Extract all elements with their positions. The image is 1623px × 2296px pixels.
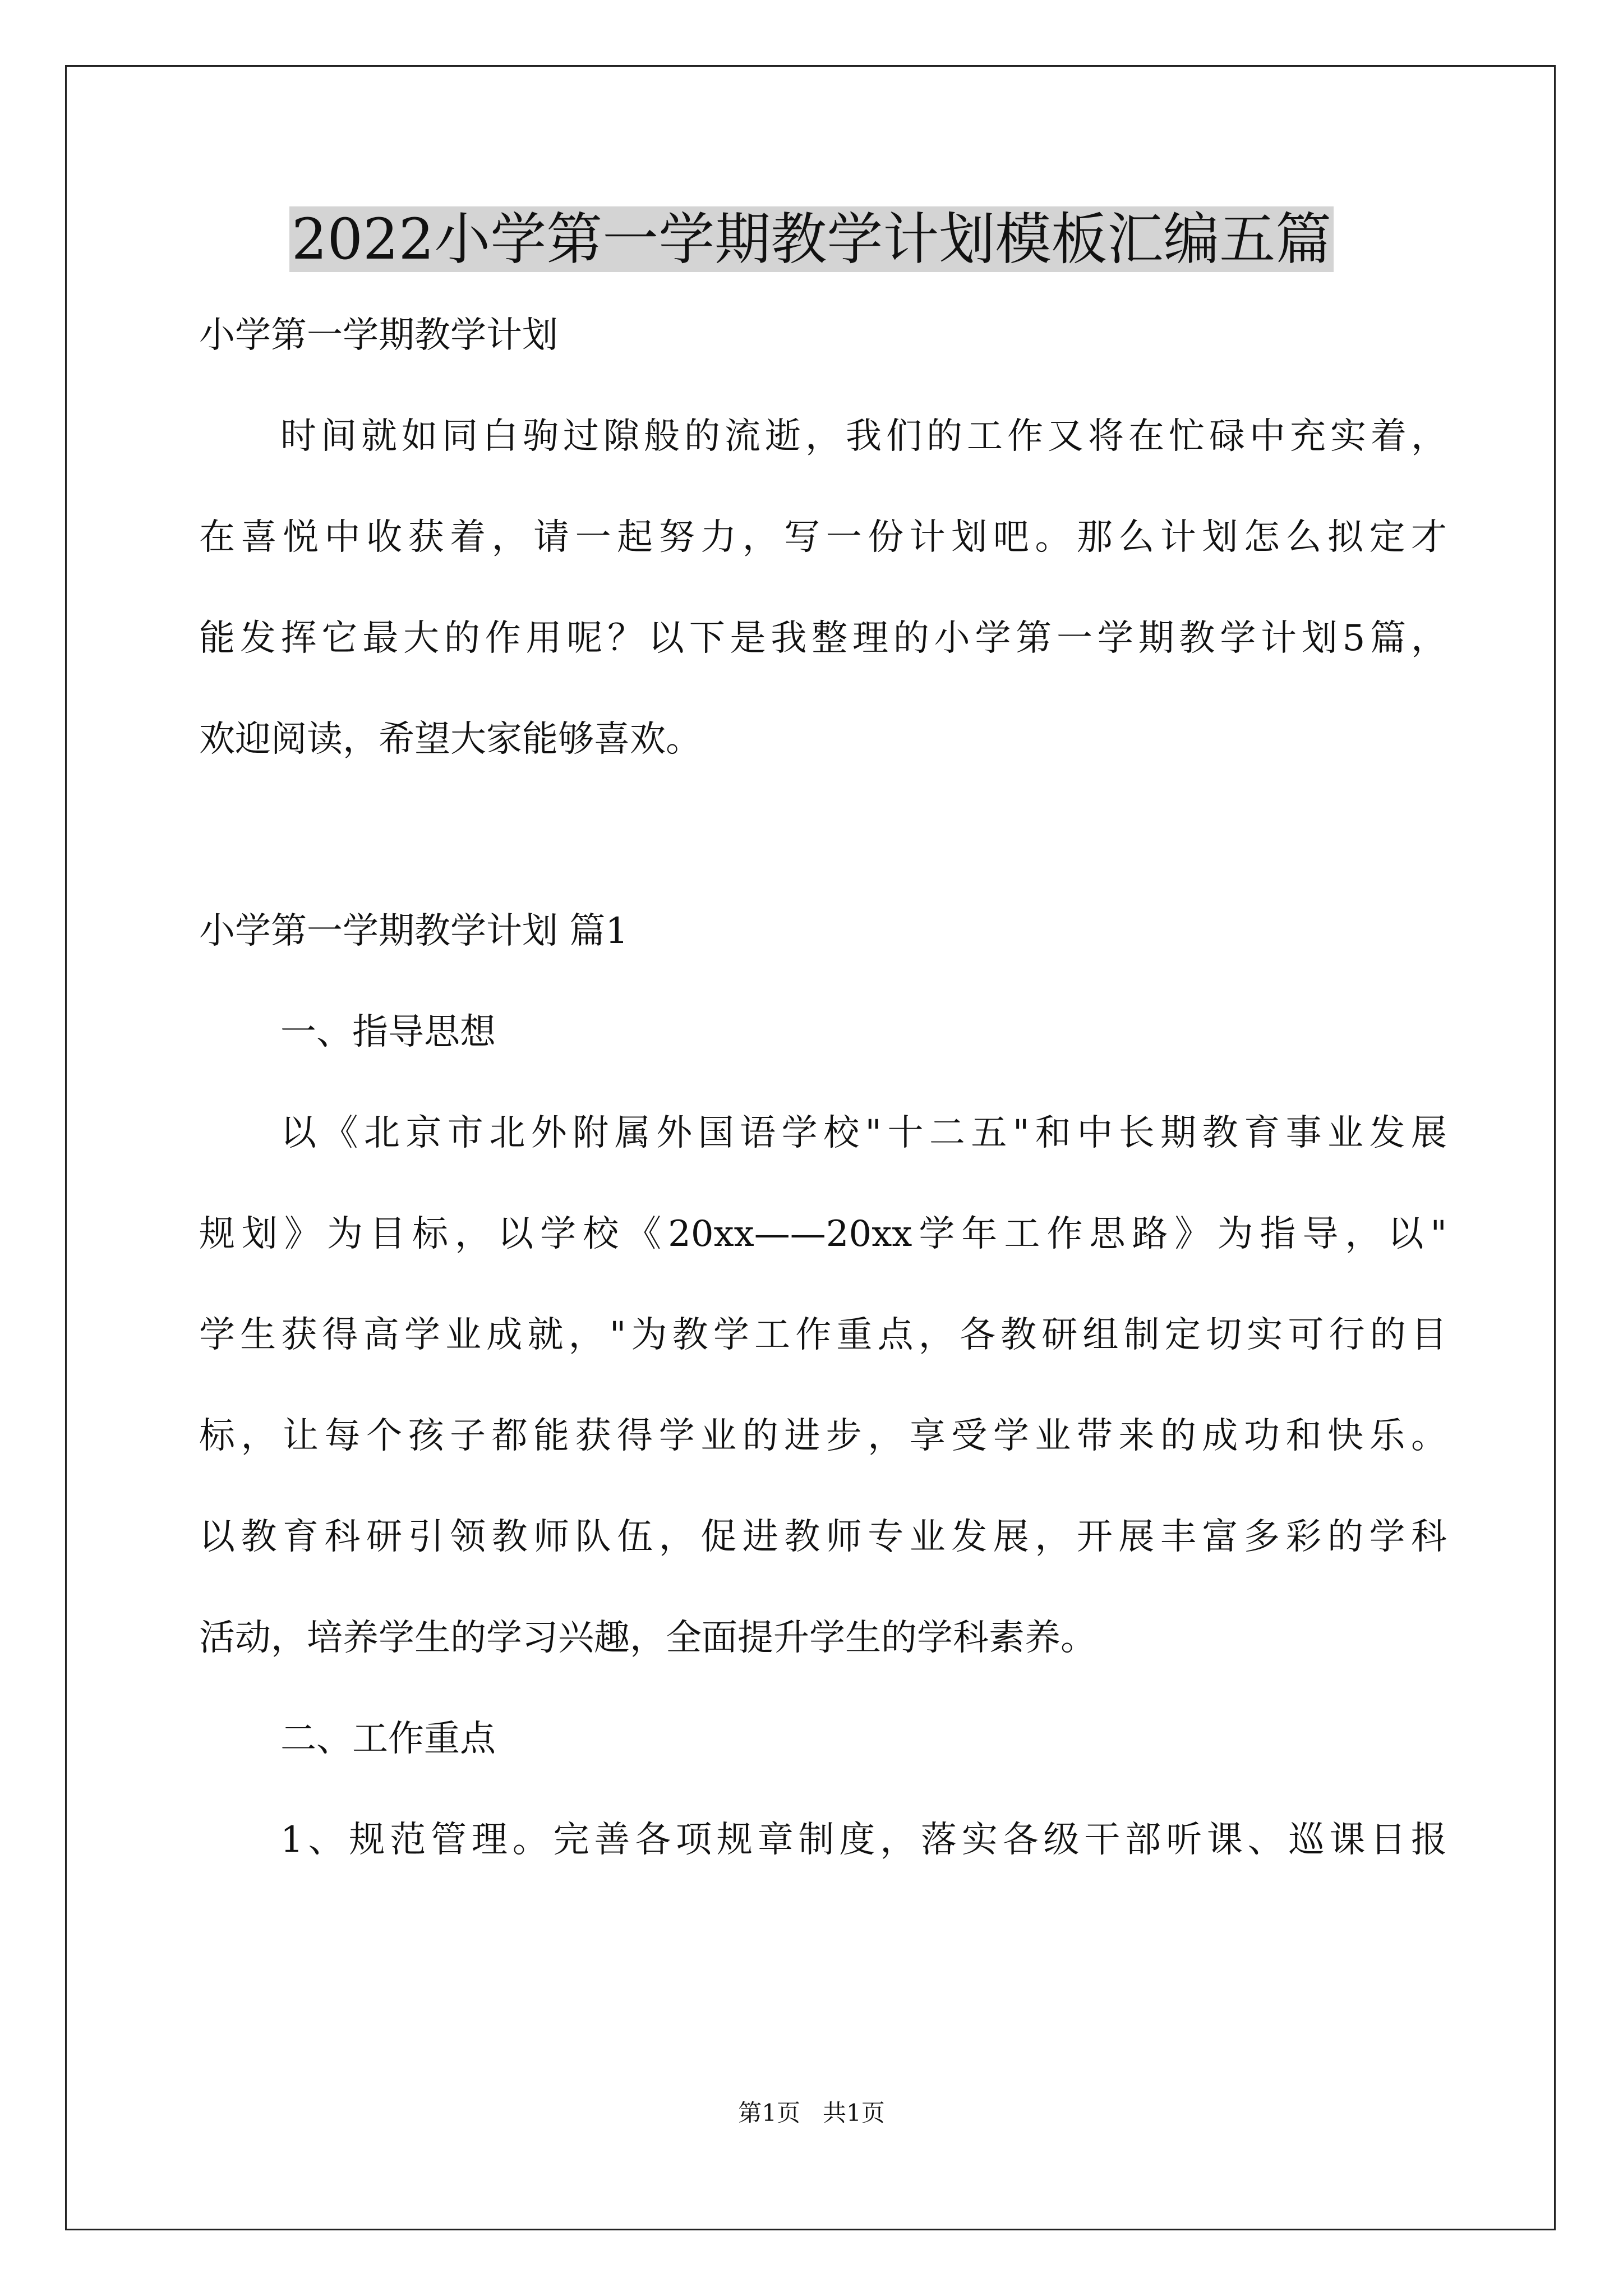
paragraph-line: 时间就如同白驹过隙般的流逝，我们的工作又将在忙碌中充实着， [280,416,1447,457]
paragraph-line: 欢迎阅读，希望大家能够喜欢。 [199,719,702,760]
section-heading: 小学第一学期教学计划 [199,315,558,356]
paragraph-line: 规划》为目标，以学校《20xx——20xx学年工作思路》为指导，以" [199,1213,1447,1255]
section-heading: 小学第一学期教学计划 篇1 [199,910,629,952]
document-title [0,203,1623,276]
paragraph-line: 1、规范管理。完善各项规章制度，落实各级干部听课、巡课日报 [280,1819,1447,1861]
subsection-heading: 一、指导思想 [280,1011,496,1053]
paragraph-line: 以教育科研引领教师队伍，促进教师专业发展，开展丰富多彩的学科 [199,1516,1447,1558]
paragraph-line: 活动，培养学生的学习兴趣，全面提升学生的学科素养。 [199,1617,1096,1659]
document-title-text: 2022小学第一学期教学计划模板汇编五篇 [289,206,1334,272]
page-number-footer: 第1页 共1页 [738,2099,885,2127]
paragraph-line: 能发挥它最大的作用呢？以下是我整理的小学第一学期教学计划5篇， [199,618,1447,659]
subsection-heading: 二、工作重点 [280,1718,496,1760]
paragraph-line: 在喜悦中收获着，请一起努力，写一份计划吧。那么计划怎么拟定才 [199,517,1447,558]
paragraph-line: 以《北京市北外附属外国语学校"十二五"和中长期教育事业发展 [280,1112,1447,1154]
paragraph-line: 学生获得高学业成就，"为教学工作重点，各教研组制定切实可行的目 [199,1314,1447,1356]
paragraph-line: 标，让每个孩子都能获得学业的进步，享受学业带来的成功和快乐。 [199,1415,1447,1457]
